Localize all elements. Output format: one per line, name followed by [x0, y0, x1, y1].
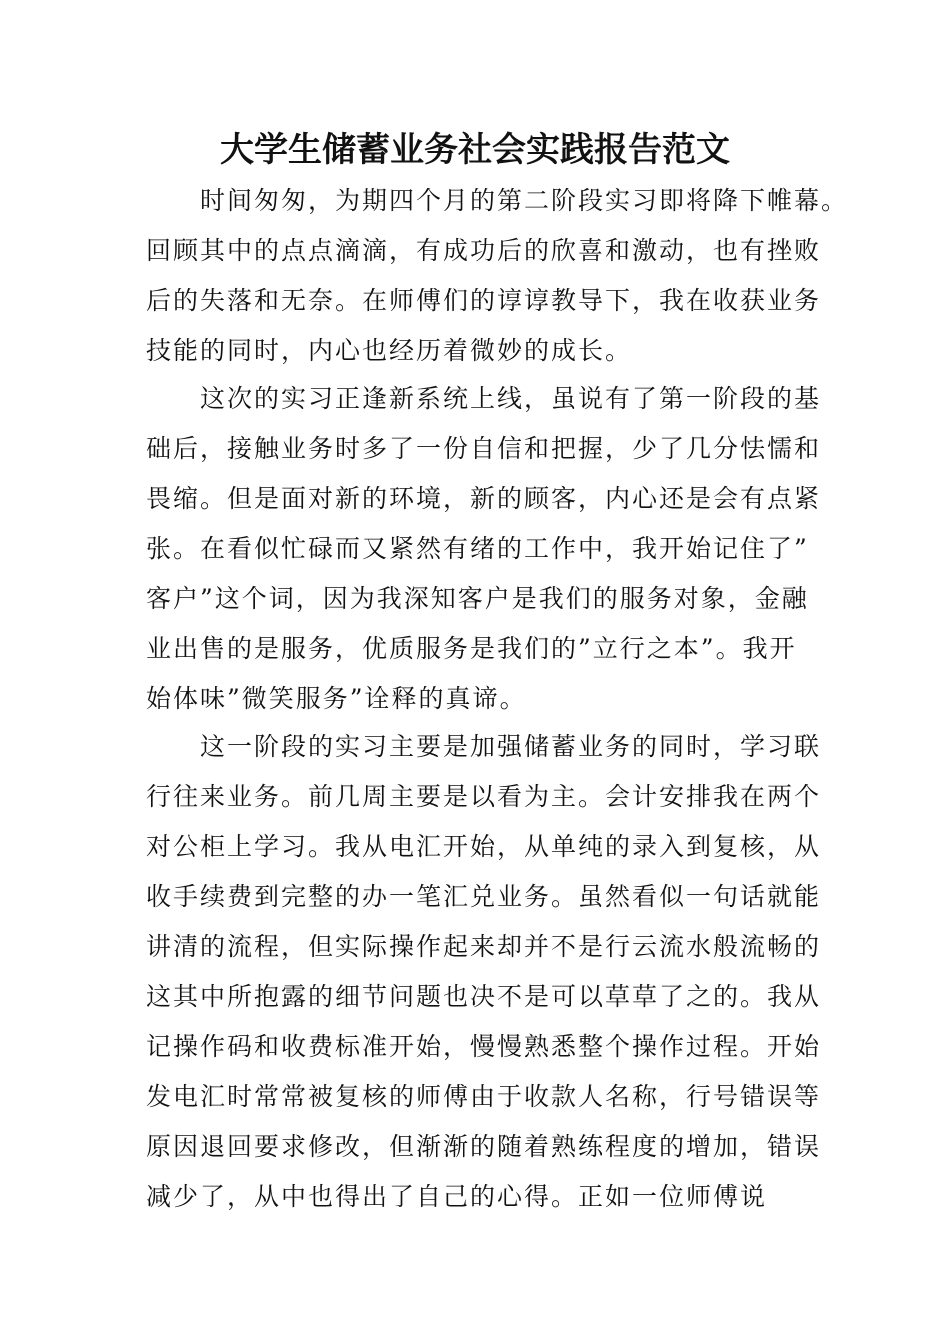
paragraph-line: 业出售的是服务，优质服务是我们的”立行之本”。我开: [146, 634, 797, 663]
paragraph-line: 发电汇时常常被复核的师傅由于收款人名称，行号错误等: [146, 1082, 822, 1111]
paragraph-line: 这一阶段的实习主要是加强储蓄业务的同时，学习联: [200, 732, 822, 761]
paragraph-line: 础后，接触业务时多了一份自信和把握，少了几分怯懦和: [146, 434, 822, 463]
paragraph-line: 行往来业务。前几周主要是以看为主。会计安排我在两个: [146, 782, 822, 811]
paragraph-line: 张。在看似忙碌而又紧然有绪的工作中，我开始记住了”: [146, 534, 809, 563]
paragraph-line: 技能的同时，内心也经历着微妙的成长。: [146, 336, 633, 365]
paragraph-line: 畏缩。但是面对新的环境，新的顾客，内心还是会有点紧: [146, 484, 822, 513]
paragraph-line: 后的失落和无奈。在师傅们的谆谆教导下，我在收获业务: [146, 286, 822, 315]
paragraph-line: 这其中所抱露的细节问题也决不是可以草草了之的。我从: [146, 982, 822, 1011]
paragraph-line: 这次的实习正逢新系统上线，虽说有了第一阶段的基: [200, 384, 822, 413]
paragraph-line: 客户”这个词，因为我深知客户是我们的服务对象，金融: [146, 584, 809, 613]
paragraph-line: 收手续费到完整的办一笔汇兑业务。虽然看似一句话就能: [146, 882, 822, 911]
paragraph-line: 始体味”微笑服务”诠释的真谛。: [146, 684, 527, 713]
paragraph-line: 减少了，从中也得出了自己的心得。正如一位师傅说: [146, 1182, 768, 1211]
paragraph-line: 回顾其中的点点滴滴，有成功后的欣喜和激动，也有挫败: [146, 236, 822, 265]
paragraph-line: 记操作码和收费标准开始，慢慢熟悉整个操作过程。开始: [146, 1032, 822, 1061]
document-title: 大学生储蓄业务社会实践报告范文: [220, 130, 730, 170]
paragraph-line: 时间匆匆，为期四个月的第二阶段实习即将降下帷幕。: [200, 186, 849, 215]
paragraph-line: 讲清的流程，但实际操作起来却并不是行云流水般流畅的: [146, 932, 822, 961]
paragraph-line: 原因退回要求修改，但渐渐的随着熟练程度的增加，错误: [146, 1132, 822, 1161]
paragraph-line: 对公柜上学习。我从电汇开始，从单纯的录入到复核，从: [146, 832, 822, 861]
